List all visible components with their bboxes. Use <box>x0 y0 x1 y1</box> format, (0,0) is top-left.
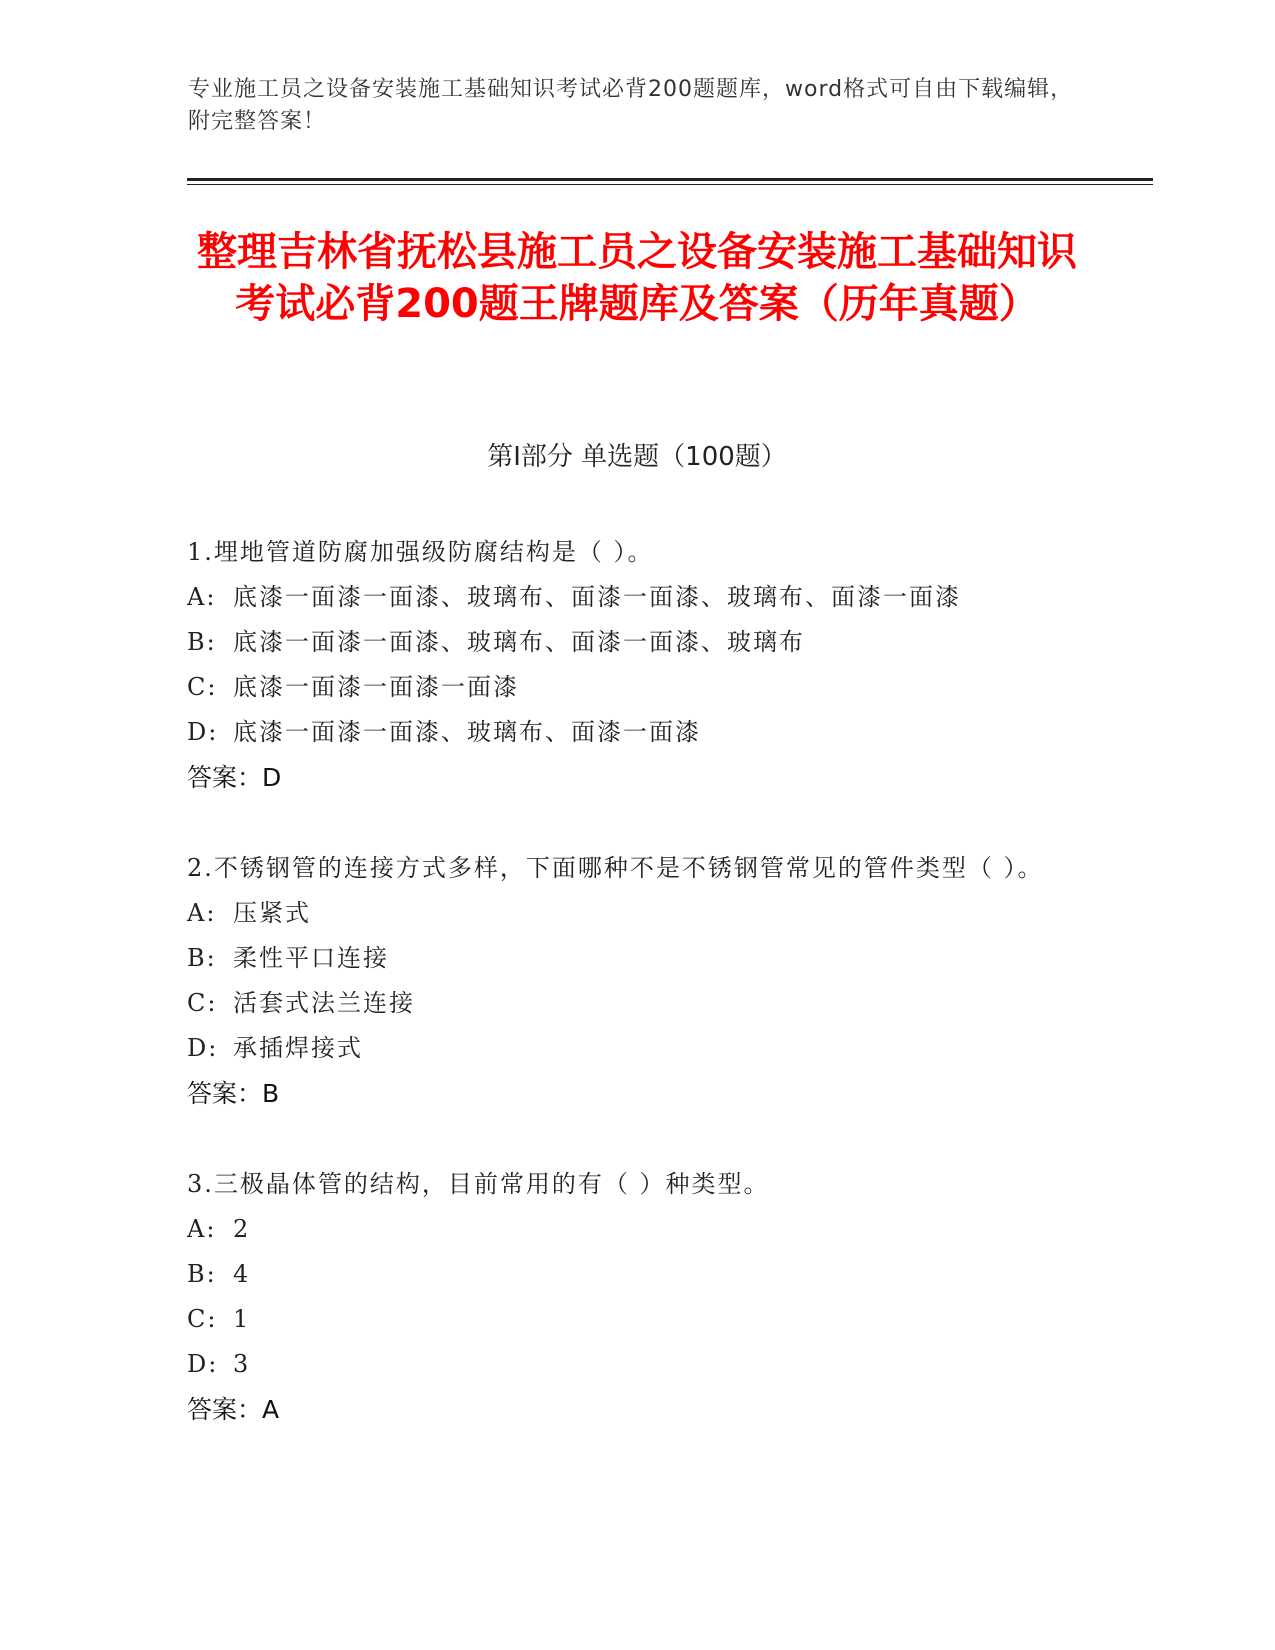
option-label: D: <box>187 1034 219 1062</box>
option-label: B: <box>187 628 217 656</box>
question-list <box>187 530 1087 1478</box>
answer-prefix: 答案： <box>187 1395 263 1424</box>
option-text: 底漆一面漆一面漆、玻璃布、面漆一面漆、玻璃布、面漆一面漆 <box>233 583 961 611</box>
option-a <box>187 1207 1087 1252</box>
answer-value: B <box>262 1079 280 1108</box>
section-heading: 第I部分 单选题（100题） <box>487 442 787 472</box>
question-stem: 1.埋地管道防腐加强级防腐结构是（ ）。 <box>187 538 654 566</box>
option-label: C: <box>187 673 218 701</box>
option-label: A: <box>187 899 217 927</box>
question-stem: 3.三极晶体管的结构，目前常用的有（ ）种类型。 <box>187 1170 770 1198</box>
option-text: 压紧式 <box>233 899 311 927</box>
answer-prefix: 答案： <box>187 1079 263 1108</box>
option-label: B: <box>187 944 217 972</box>
option-text: 2 <box>233 1215 251 1243</box>
option-text: 4 <box>233 1260 251 1288</box>
option-text: 柔性平口连接 <box>233 944 389 972</box>
option-text: 承插焊接式 <box>233 1034 363 1062</box>
option-a <box>187 575 1087 620</box>
question-1 <box>187 530 1087 800</box>
question-stem: 2.不锈钢管的连接方式多样，下面哪种不是不锈钢管常见的管件类型（ ）。 <box>187 854 1044 882</box>
option-label: A: <box>187 583 217 611</box>
option-a <box>187 891 1087 936</box>
option-label: D: <box>187 718 219 746</box>
answer-value: D <box>262 763 282 792</box>
option-label: B: <box>187 1260 217 1288</box>
option-text: 底漆一面漆一面漆一面漆 <box>233 673 519 701</box>
answer-line <box>187 1387 1087 1432</box>
question-2 <box>187 846 1087 1116</box>
header-rule-thin <box>187 184 1153 185</box>
answer-line <box>187 755 1087 800</box>
option-text: 底漆一面漆一面漆、玻璃布、面漆一面漆、玻璃布 <box>233 628 805 656</box>
answer-prefix: 答案： <box>187 763 263 792</box>
option-c <box>187 981 1087 1026</box>
answer-line <box>187 1071 1087 1116</box>
option-text: 1 <box>233 1305 251 1333</box>
option-b <box>187 936 1087 981</box>
option-label: C: <box>187 989 218 1017</box>
header-note: 专业施工员之设备安装施工基础知识考试必背200题题库，word格式可自由下载编辑，附完整答案！ <box>188 77 1074 134</box>
option-b <box>187 620 1087 665</box>
answer-value: A <box>262 1395 280 1424</box>
option-text: 3 <box>233 1350 251 1378</box>
option-b <box>187 1252 1087 1297</box>
option-d <box>187 1342 1087 1387</box>
document-title: 整理吉林省抚松县施工员之设备安装施工基础知识考试必背200题王牌题库及答案（历年真题） <box>197 229 1077 327</box>
option-label: C: <box>187 1305 218 1333</box>
option-text: 底漆一面漆一面漆、玻璃布、面漆一面漆 <box>233 718 701 746</box>
option-label: A: <box>187 1215 217 1243</box>
question-3 <box>187 1162 1087 1432</box>
option-c <box>187 1297 1087 1342</box>
option-d <box>187 710 1087 755</box>
option-text: 活套式法兰连接 <box>233 989 415 1017</box>
option-label: D: <box>187 1350 219 1378</box>
option-c <box>187 665 1087 710</box>
header-rule-thick <box>187 178 1153 181</box>
option-d <box>187 1026 1087 1071</box>
